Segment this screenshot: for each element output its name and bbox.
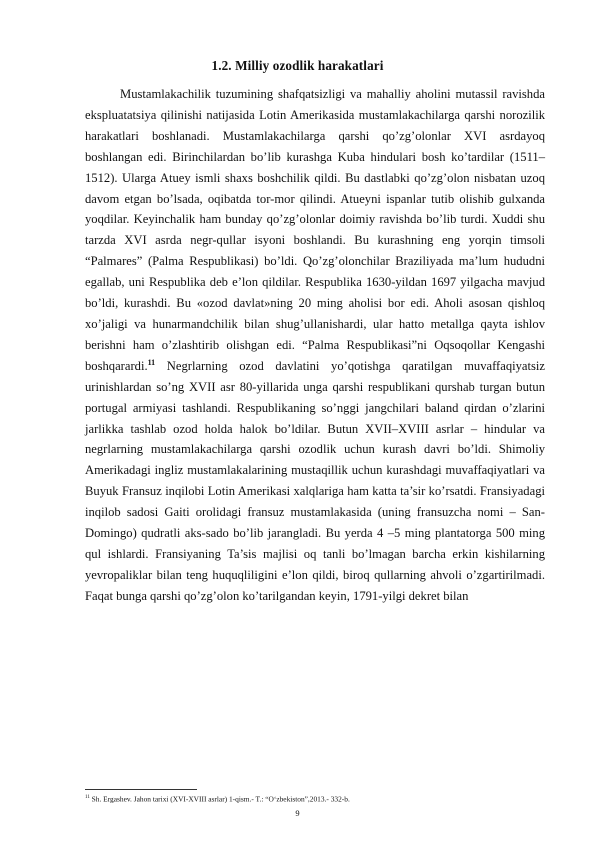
page-number: 9 [295,808,300,818]
body-text [85,84,545,607]
paragraph-part-1: Mustamlakachilik tuzumining shafqatsizligi va mahalliy aholini mutassil ravishda ekspluatatsiya qilinishi natijasida Lotin Amerikasida mustamlakachilarga qarshi norozilik harakatlari boshlanadi. Mustamlakachilarga qarshi qo’zg’olonlar XVI asrdayoq boshlangan edi. Birinchilardan bo’lib kurashga Kuba hindulari bosh ko’tardilar (1511–1512). Ularga Atuey ismli shaxs boshchilik qildi. Bu dastlabki qo’zg’olon nisbatan uzoq davom etgan bo’lsada, oqibatda tor-mor qilindi. Atueyni ispanlar tutib olishib gulxanda yoqdilar. Keyinchalik ham bunday qo’zg’olonlar doimiy ravishda bo’lib turdi. Xuddi shu tarzda XVI asrda negr-qullar isyoni boshlandi. Bu kurashning eng yorqin timsoli “Palmares” (Palma Respublikasi) bo’ldi. Qo’zg’olonchilar Braziliyada ma’lum hududni egallab, uni Respublika deb e’lon qildilar. Respublika 1630-yildan 1697 yilgacha mavjud bo’ldi, kurashdi. Bu «ozod davlat»ning 20 ming aholisi bor edi. Aholi asosan qishloq xo’jaligi va hunarmandchilik bilan shug’ullanishardi, ular hatto metallga qayta ishlov berishni ham o’zlashtirib olishgan edi. “Palma Respublikasi”ni Oqsoqollar Kengashi boshqarardi. [85,87,545,373]
footnote-reference: 11 [147,357,156,367]
main-paragraph [85,84,545,607]
section-title: 1.2. Milliy ozodlik harakatlari [211,58,384,73]
footnote-text: Sh. Ergashev. Jahon tarixi (XVI-XVIII asrlar) 1-qism.- T.: “O‘zbekiston”,2013.- 332-b. [89,794,350,804]
footnote-divider [85,789,197,790]
paragraph-part-2: Negrlarning ozod davlatini yo’qotishga qaratilgan muvaffaqiyatsiz urinishlardan so’ng XVII asr 80-yillarida unga qarshi respublikani qurshab turgan butun portugal armiyasi tashlandi. Respublikaning so’nggi jangchilari baland qirdan o’zlarini jarlikka tashlab ozod holda halok bo’ldilar. Butun XVII–XVIII asrlar – hindular va negrlarning mustamlakachilarga qarshi ozodlik uchun kurash davri bo’ldi. Shimoliy Amerikadagi ingliz mustamlakalarining mustaqillik uchun kurashdagi muvaffaqiyatlari va Buyuk Fransuz inqilobi Lotin Amerikasi xalqlariga ham katta ta’sir ko’rsatdi. Fransiyadagi inqilob sadosi Gaiti orolidagi fransuz mustamlakasida (uning fransuzcha nomi – San-Domingo) qudratli aks-sado bo’lib jarangladi. Bu yerda 4 –5 ming plantatorga 500 ming qul ishlardi. Fransiyaning Ta’sis majlisi oq tanli bo’lmagan barcha erkin kishilarning yevropaliklar bilan teng huquqliligini e’lon qildi, biroq qullarning ahvoli o’zgartirilmadi. Faqat bunga qarshi qo’zg’olon ko’tarilgandan keyin, 1791-yilgi dekret bilan [85,358,545,603]
footnote-marker: 11 [85,795,90,800]
footnote [85,793,545,804]
